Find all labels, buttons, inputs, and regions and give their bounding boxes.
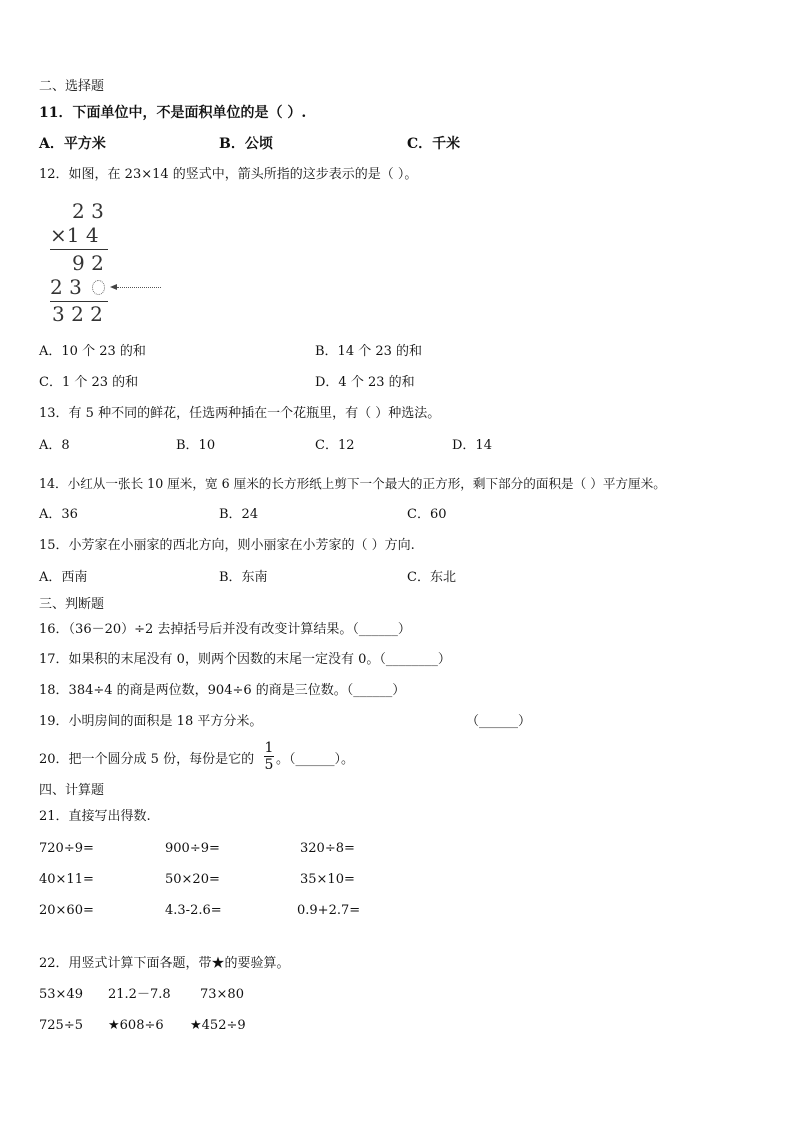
- fraction-numerator: 1: [264, 740, 274, 756]
- q21-item: 50×20=: [165, 872, 220, 887]
- q21-item: 40×11=: [39, 872, 94, 887]
- q22-item: ★452÷9: [190, 1018, 246, 1033]
- q21-item: 900÷9=: [165, 841, 220, 856]
- vertical-multiplication-figure: [46, 200, 166, 326]
- question-20-before: 20．把一个圆分成 5 份，每份是它的: [39, 752, 255, 767]
- q22-item: 73×80: [200, 987, 244, 1002]
- question-20-after: 。（______）。: [276, 752, 355, 767]
- question-19-answer-blank: （______）: [466, 714, 532, 729]
- dotted-arrow-line: [117, 287, 161, 288]
- vertical-row-multiplicand: 2 3: [72, 199, 104, 223]
- q22-item: 21.2－7.8: [108, 987, 171, 1002]
- q21-item: 720÷9=: [39, 841, 94, 856]
- question-14-stem: 14．小红从一张长 10 厘米，宽 6 厘米的长方形纸上剪下一个最大的正方形，剩下部分的面积是（ ）平方厘米。: [39, 476, 666, 491]
- question-15-option-a: A．西南: [39, 570, 88, 585]
- question-11-option-a: A．平方米: [39, 136, 106, 152]
- question-17: 17．如果积的末尾没有 0，则两个因数的末尾一定没有 0。（________）: [39, 652, 451, 667]
- section-heading-choice: 二、选择题: [39, 79, 105, 94]
- section-heading-judge: 三、判断题: [39, 597, 105, 612]
- question-12-option-c: C．1 个 23 的和: [39, 375, 139, 390]
- vertical-row-multiplier: ×1 4: [50, 223, 99, 247]
- question-12-stem: 12．如图，在 23×14 的竖式中，箭头所指的这步表示的是（ ）。: [39, 167, 418, 182]
- vertical-divider-line: [50, 249, 108, 250]
- question-21-stem: 21．直接写出得数.: [39, 809, 151, 824]
- q21-item: 20×60=: [39, 903, 94, 918]
- arrow-head-icon: [110, 284, 117, 290]
- fraction-denominator: 5: [264, 757, 274, 773]
- vertical-row-partial-1: 9 2: [72, 251, 104, 275]
- q21-item: 0.9+2.7=: [297, 903, 361, 918]
- question-14-option-a: A．36: [39, 507, 78, 522]
- question-19-stem: 19．小明房间的面积是 18 平方分米。: [39, 714, 263, 729]
- question-15-option-b: B．东南: [219, 570, 268, 585]
- q21-item: 35×10=: [300, 872, 355, 887]
- question-13-option-d: D．14: [452, 438, 492, 453]
- question-11-option-c: C．千米: [407, 136, 461, 152]
- question-13-option-c: C．12: [315, 438, 355, 453]
- section-heading-calc: 四、计算题: [39, 783, 105, 798]
- vertical-row-partial-2: 2 3: [50, 275, 82, 299]
- question-14-option-c: C．60: [407, 507, 447, 522]
- vertical-row-product: 3 2 2: [52, 302, 103, 326]
- dotted-placeholder-circle: [92, 280, 105, 295]
- question-12-option-d: D．4 个 23 的和: [315, 375, 415, 390]
- q22-item: 725÷5: [39, 1018, 83, 1033]
- question-15-option-c: C．东北: [407, 570, 456, 585]
- question-12-option-a: A．10 个 23 的和: [39, 344, 146, 359]
- question-14-option-b: B．24: [219, 507, 259, 522]
- question-16: 16．（36－20）÷2 去掉括号后并没有改变计算结果。（______）: [39, 622, 411, 637]
- question-15-stem: 15．小芳家在小丽家的西北方向，则小丽家在小芳家的（ ）方向.: [39, 538, 415, 553]
- q21-item: 320÷8=: [300, 841, 355, 856]
- question-22-stem: 22．用竖式计算下面各题，带★的要验算。: [39, 956, 290, 971]
- question-13-stem: 13．有 5 种不同的鲜花，任选两种插在一个花瓶里，有（ ）种选法。: [39, 406, 441, 421]
- question-11-stem: 11．下面单位中，不是面积单位的是（ ）.: [39, 105, 307, 121]
- question-13-option-a: A．8: [39, 438, 70, 453]
- q22-item: 53×49: [39, 987, 83, 1002]
- question-18: 18．384÷4 的商是两位数，904÷6 的商是三位数。（______）: [39, 683, 406, 698]
- question-13-option-b: B．10: [176, 438, 216, 453]
- question-11-option-b: B．公顷: [219, 136, 273, 152]
- question-12-option-b: B．14 个 23 的和: [315, 344, 423, 359]
- q22-item: ★608÷6: [108, 1018, 164, 1033]
- q21-item: 4.3-2.6=: [165, 903, 222, 918]
- fraction-one-fifth: [264, 741, 274, 772]
